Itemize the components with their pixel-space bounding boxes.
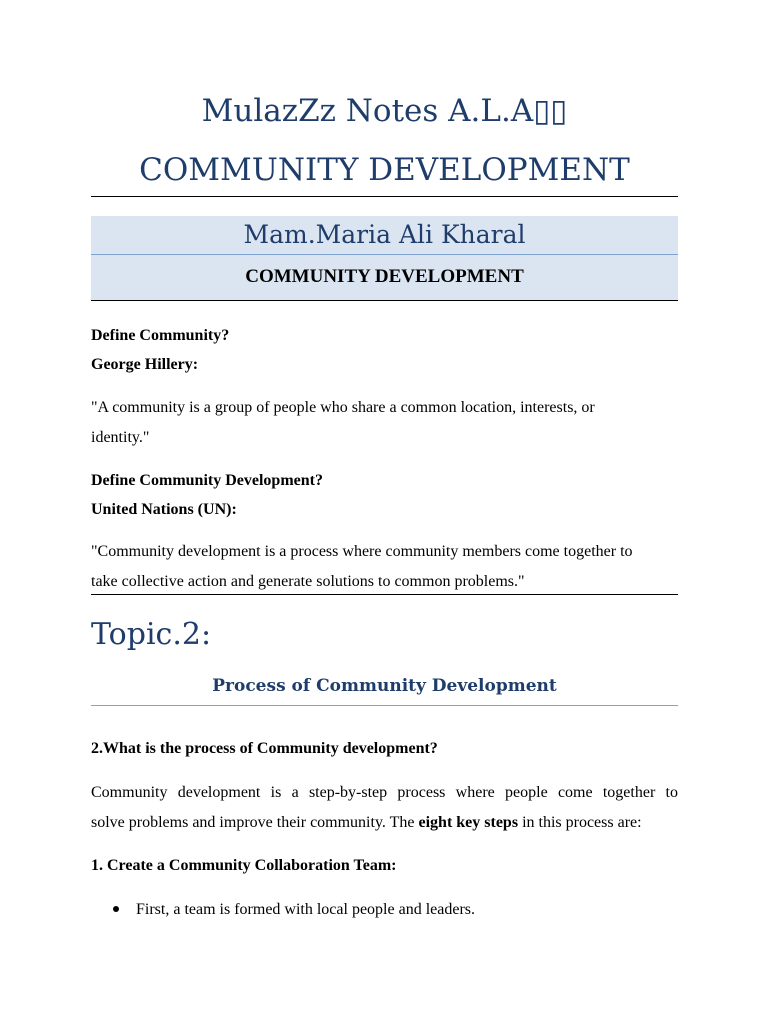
- step-1-heading: 1. Create a Community Collaboration Team:: [91, 857, 397, 874]
- intro-line-2: [91, 808, 678, 838]
- document-subject: COMMUNITY DEVELOPMENT: [139, 152, 630, 188]
- definition-question-1: Define Community?: [91, 327, 230, 344]
- topic-heading: Topic.2:: [91, 617, 212, 652]
- definition-source-1: George Hillery:: [91, 356, 199, 373]
- section-divider: [91, 705, 678, 706]
- title-divider: [91, 196, 678, 197]
- author-band: Mam.Maria Ali Kharal: [91, 216, 678, 255]
- subtitle-text: COMMUNITY DEVELOPMENT: [245, 266, 524, 287]
- intro-line-2-end: in this process are:: [518, 814, 642, 831]
- step-1-bullet-1: First, a team is formed with local people and leaders.: [136, 901, 476, 918]
- intro-emphasis: eight key steps: [418, 814, 519, 831]
- document-title: MulazZz Notes A.L.A▯▯: [201, 93, 568, 129]
- intro-line-1: Community development is a step-by-step process where people come together to: [91, 784, 678, 801]
- definition-question-2: Define Community Development?: [91, 472, 323, 489]
- author-band-subtitle: [91, 255, 678, 301]
- definition-quote-1-line-2: identity.": [91, 429, 150, 446]
- definition-source-2: United Nations (UN):: [91, 501, 237, 518]
- definition-quote-2-line-1: "Community development is a process where community members come together to: [91, 543, 633, 560]
- definitions-divider: [91, 594, 678, 595]
- definition-quote-1-line-1: "A community is a group of people who share a common location, interests, or: [91, 399, 595, 416]
- section-title: Process of Community Development: [212, 676, 557, 696]
- definition-quote-2-line-2: take collective action and generate solutions to common problems.": [91, 573, 525, 590]
- process-question: 2.What is the process of Community development?: [91, 740, 438, 757]
- bullet-point-icon: [113, 906, 119, 912]
- intro-line-2-start: solve problems and improve their community. The: [91, 814, 419, 831]
